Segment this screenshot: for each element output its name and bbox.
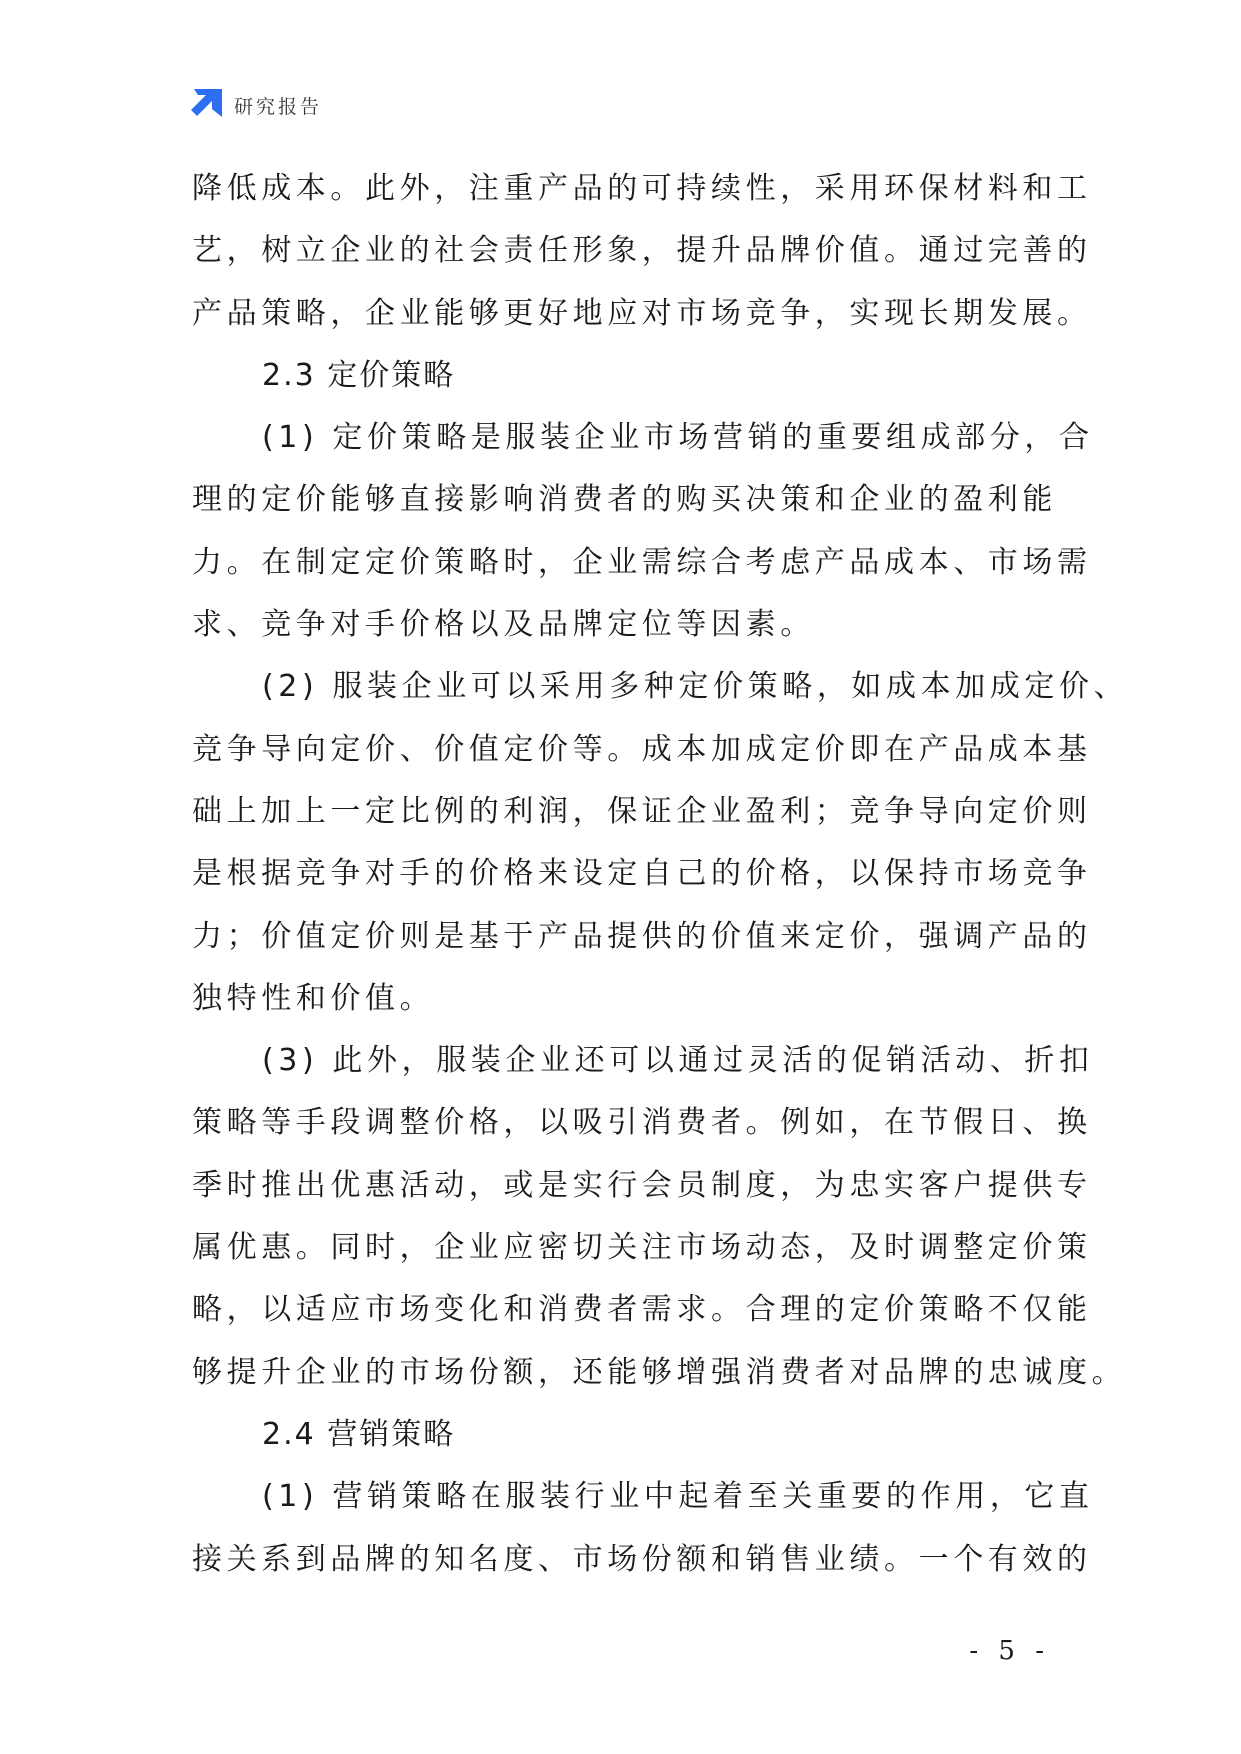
body-line: 产品策略，企业能够更好地应对市场竞争，实现长期发展。 [192, 295, 1092, 331]
body-line: 策略等手段调整价格，以吸引消费者。例如，在节假日、换 [192, 1105, 1092, 1141]
body-line: 略，以适应市场变化和消费者需求。合理的定价策略不仅能 [192, 1292, 1092, 1328]
body-line: 独特性和价值。 [192, 980, 435, 1016]
body-line: 降低成本。此外，注重产品的可持续性，采用环保材料和工 [192, 171, 1092, 206]
body-line: 够提升企业的市场份额，还能够增强消费者对品牌的忠诚度。 [192, 1354, 1127, 1390]
body-line: 是根据竞争对手的价格来设定自己的价格，以保持市场竞争 [192, 856, 1092, 892]
body-line: 力。在制定定价策略时，企业需综合考虑产品成本、市场需 [192, 544, 1092, 580]
section-heading: 2.3 定价策略 [262, 357, 456, 393]
body-line: 求、竞争对手价格以及品牌定位等因素。 [192, 607, 815, 643]
document-header [190, 88, 322, 122]
paragraph-first-line: (3) 此外，服装企业还可以通过灵活的促销活动、折扣 [262, 1043, 1094, 1079]
paragraph-first-line: (1) 定价策略是服装企业市场营销的重要组成部分，合 [262, 420, 1094, 456]
body-line: 属优惠。同时，企业应密切关注市场动态，及时调整定价策 [192, 1230, 1092, 1266]
document-body [192, 158, 1129, 1591]
body-line: 础上加上一定比例的利润，保证企业盈利；竞争导向定价则 [192, 793, 1092, 829]
paragraph-first-line: (2) 服装企业可以采用多种定价策略，如成本加成定价、 [262, 669, 1129, 705]
section-heading: 2.4 营销策略 [262, 1416, 456, 1452]
body-line: 理的定价能够直接影响消费者的购买决策和企业的盈利能 [192, 482, 1057, 518]
body-line: 竞争导向定价、价值定价等。成本加成定价即在产品成本基 [192, 731, 1092, 767]
page-number: - 5 - [969, 1636, 1050, 1666]
header-title: 研究报告 [234, 95, 323, 118]
body-line: 季时推出优惠活动，或是实行会员制度，为忠实客户提供专 [192, 1167, 1092, 1203]
body-line: 艺，树立企业的社会责任形象，提升品牌价值。通过完善的 [192, 233, 1092, 269]
arrow-up-right-icon [190, 89, 222, 121]
body-line: 接关系到品牌的知名度、市场份额和销售业绩。一个有效的 [192, 1541, 1092, 1577]
body-line: 力；价值定价则是基于产品提供的价值来定价，强调产品的 [192, 918, 1092, 954]
paragraph-first-line: (1) 营销策略在服装行业中起着至关重要的作用，它直 [262, 1479, 1094, 1515]
